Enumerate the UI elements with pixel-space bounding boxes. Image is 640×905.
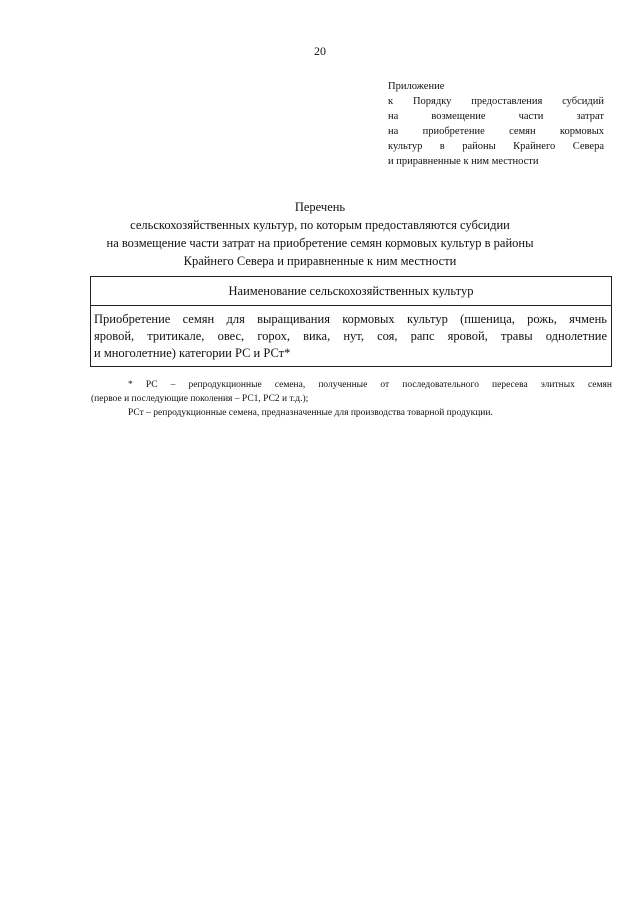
page-number: 20: [314, 44, 326, 58]
footnote-line: (первое и последующие поколения – РС1, РС2 и т.д.);: [91, 394, 309, 404]
appendix-line: к Порядку предоставления субсидий: [388, 96, 604, 107]
heading-title: Перечень: [294, 200, 346, 214]
table-cell-line: и многолетние) категории РС и РСт*: [94, 346, 291, 360]
table-cell-line: яровой, тритикале, овес, горох, вика, нут, соя, рапс яровой, травы однолетние: [94, 329, 607, 343]
table-row: [91, 306, 612, 367]
heading-line: Крайнего Севера и приравненные к ним местности: [183, 254, 457, 268]
appendix-line: Приложение: [388, 81, 445, 92]
document-heading: [70, 198, 570, 270]
heading-line: на возмещение части затрат на приобретение семян кормовых культур в районы: [106, 236, 534, 250]
footnote-line: * РС – репродукционные семена, полученные от последовательного пересева элитных семян: [128, 380, 612, 390]
appendix-block: [388, 79, 604, 169]
table-header-row: [91, 277, 612, 306]
footnote-line: РСт – репродукционные семена, предназначенные для производства товарной продукции.: [128, 408, 493, 418]
table-header-cell: Наименование сельскохозяйственных культур: [91, 277, 612, 306]
table-cell: [91, 306, 612, 367]
appendix-line: на возмещение части затрат: [388, 111, 604, 122]
footnotes: [91, 378, 612, 420]
appendix-line: культур в районы Крайнего Севера: [388, 141, 604, 152]
appendix-line: на приобретение семян кормовых: [388, 126, 604, 137]
crops-table: [90, 276, 612, 367]
appendix-line: и приравненные к ним местности: [388, 156, 539, 167]
heading-line: сельскохозяйственных культур, по которым предоставляются субсидии: [130, 218, 510, 232]
table-cell-line: Приобретение семян для выращивания кормовых культур (пшеница, рожь, ячмень: [94, 312, 607, 326]
